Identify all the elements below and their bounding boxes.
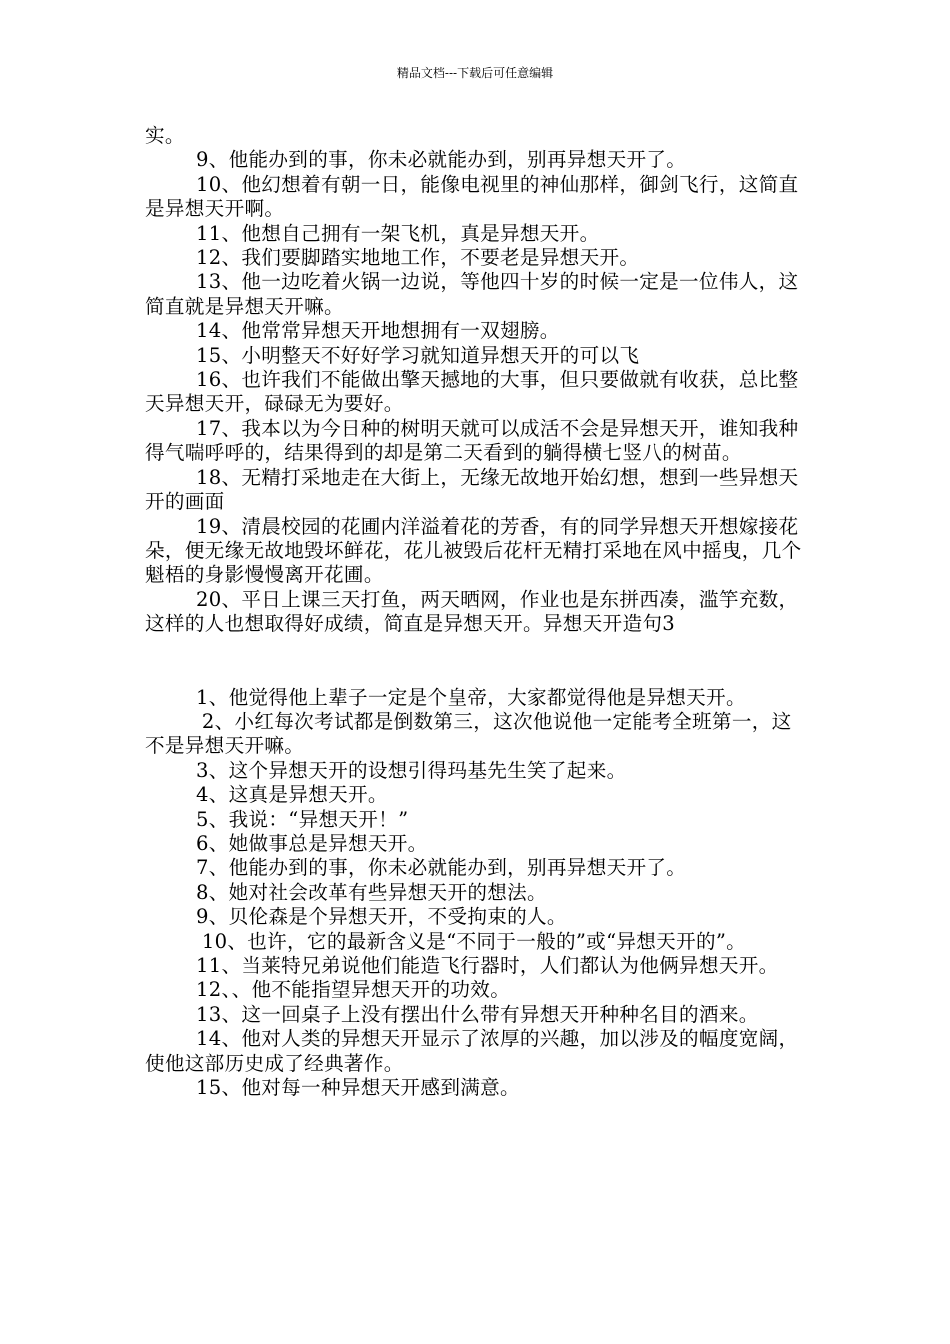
paragraph: 1、他觉得他上辈子一定是个皇帝，大家都觉得他是异想天开。 xyxy=(195,685,746,709)
paragraph: 10、也许，它的最新含义是“不同于一般的”或“异想天开的”。 xyxy=(201,929,747,953)
paragraph: 9、他能办到的事，你未必就能办到，别再异想天开了。 xyxy=(195,148,687,172)
paragraph: 14、他对人类的异想天开显示了浓厚的兴趣，加以涉及的幅度宽阔，使他这部历史成了经典著作。 xyxy=(145,1027,799,1075)
paragraph: 15、小明整天不好好学习就知道异想天开的可以飞 xyxy=(195,343,640,367)
paragraph: 12、我们要脚踏实地地工作，不要老是异想天开。 xyxy=(195,246,640,270)
paragraph: 6、她做事总是异想天开。 xyxy=(195,831,428,855)
paragraph: 17、我本以为今日种的树明天就可以成活不会是异想天开，谁知我种得气喘呼呼的，结果得到的却是第二天看到的躺得横七竖八的树苗。 xyxy=(145,416,799,465)
paragraph: 9、贝伦森是个异想天开，不受拘束的人。 xyxy=(195,905,567,929)
document-body xyxy=(145,124,810,1100)
paragraph: 18、无精打采地走在大街上，无缘无故地开始幻想，想到一些异想天开的画面 xyxy=(145,465,799,514)
paragraph: 7、他能办到的事，你未必就能办到，别再异想天开了。 xyxy=(195,856,687,880)
paragraph: 16、也许我们不能做出擎天撼地的大事，但只要做就有收获，总比整天异想天开，碌碌无为要好。 xyxy=(145,368,799,416)
paragraph: 10、他幻想着有朝一日，能像电视里的神仙那样，御剑飞行，这简直是异想天开啊。 xyxy=(145,172,799,221)
section-gap xyxy=(145,637,810,686)
paragraph: 13、他一边吃着火锅一边说，等他四十岁的时候一定是一位伟人，这简直就是异想天开嘛。 xyxy=(145,270,799,318)
paragraph: 实。 xyxy=(145,124,185,147)
paragraph: 12、、他不能指望异想天开的功效。 xyxy=(195,978,511,1002)
paragraph: 19、清晨校园的花圃内洋溢着花的芳香，有的同学异想天开想嫁接花朵，便无缘无故地毁坏鲜花，花儿被毁后花杆无精打采地在风中摇曳，几个魁梧的身影慢慢离开花圃。 xyxy=(145,514,802,587)
page-header: 精品文档---下载后可任意编辑 xyxy=(396,66,554,80)
paragraph: 11、当莱特兄弟说他们能造飞行器时，人们都认为他俩异想天开。 xyxy=(195,954,779,977)
paragraph: 14、他常常异想天开地想拥有一双翅膀。 xyxy=(195,319,560,343)
paragraph: 15、他对每一种异想天开感到满意。 xyxy=(195,1076,520,1100)
paragraph: 4、这真是异想天开。 xyxy=(195,783,388,807)
paragraph: 20、平日上课三天打鱼，两天晒网，作业也是东拼西凑，滥竽充数，这样的人也想取得好成绩，简直是异想天开。异想天开造句3 xyxy=(145,587,799,636)
paragraph: 3、这个异想天开的设想引得玛基先生笑了起来。 xyxy=(195,758,627,782)
paragraph: 13、这一回桌子上没有摆出什么带有异想天开种种名目的酒来。 xyxy=(195,1002,759,1026)
paragraph: 2、小红每次考试都是倒数第三，这次他说他一定能考全班第一，这不是异想天开嘛。 xyxy=(145,709,792,758)
paragraph: 8、她对社会改革有些异想天开的想法。 xyxy=(195,880,547,904)
paragraph: 11、他想自己拥有一架飞机，真是异想天开。 xyxy=(195,221,600,245)
paragraph: 5、我说：“异想天开！” xyxy=(195,807,409,831)
